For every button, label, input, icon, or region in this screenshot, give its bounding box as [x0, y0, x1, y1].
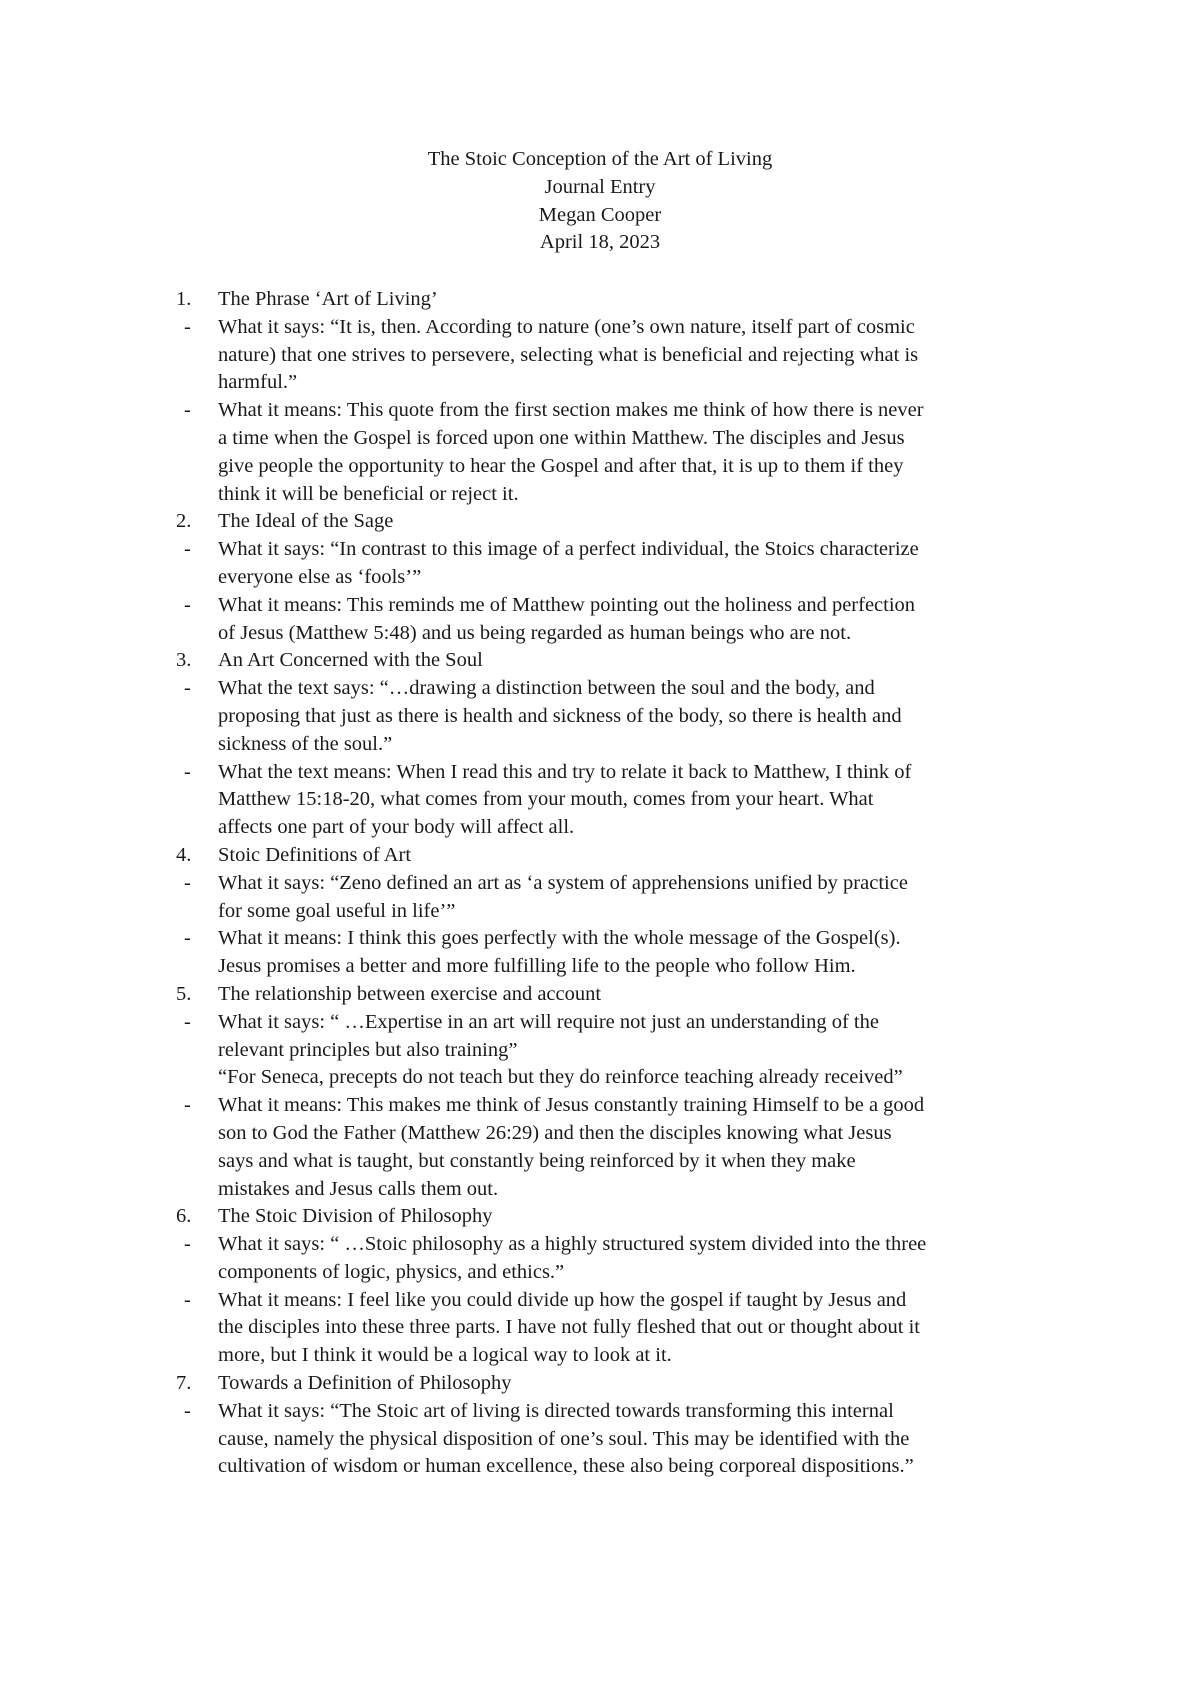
text-line: What it means: I feel like you could divide up how the gospel if taught by Jesus and — [218, 1288, 907, 1311]
text-line: What it says: “It is, then. According to nature (one’s own nature, itself part of cosmic — [218, 315, 915, 338]
text-line: What it means: This makes me think of Jesus constantly training Himself to be a good — [218, 1094, 925, 1117]
section-heading — [176, 647, 1066, 675]
text-line: What it means: This quote from the first section makes me think of how there is never — [218, 399, 924, 422]
list-number: 2. — [176, 510, 192, 533]
text-line: What it says: “ …Expertise in an art will require not just an understanding of the — [218, 1010, 879, 1033]
document-title: The Stoic Conception of the Art of Living — [427, 148, 773, 170]
text-line: son to God the Father (Matthew 26:29) and then the disciples knowing what Jesus — [218, 1121, 892, 1144]
text-line: The Ideal of the Sage — [218, 510, 394, 533]
text-line: “For Seneca, precepts do not teach but they do reinforce teaching already received” — [218, 1066, 903, 1089]
text-line: What the text means: When I read this and try to relate it back to Matthew, I think of — [218, 760, 912, 783]
text-line: nature) that one strives to persevere, selecting what is beneficial and rejecting what is — [218, 343, 919, 366]
text-line: Towards a Definition of Philosophy — [218, 1372, 512, 1395]
text-line: An Art Concerned with the Soul — [218, 649, 483, 672]
bullet-marker: - — [184, 1399, 191, 1422]
text-line: The relationship between exercise and account — [218, 982, 602, 1005]
text-line: sickness of the soul.” — [218, 732, 393, 755]
text-line: What it means: I think this goes perfectly with the whole message of the Gospel(s). — [218, 927, 901, 950]
section-heading — [176, 1203, 1066, 1231]
bullet-item — [176, 1092, 1066, 1203]
bullet-item — [176, 1287, 1066, 1370]
document-date: April 18, 2023 — [539, 231, 661, 254]
bullet-item — [176, 870, 1066, 926]
list-number: 4. — [176, 843, 192, 866]
bullet-marker: - — [184, 871, 191, 894]
bullet-marker: - — [184, 315, 191, 338]
section-heading — [176, 981, 1066, 1009]
bullet-marker: - — [184, 927, 191, 950]
bullet-item — [176, 592, 1066, 648]
bullet-item — [176, 759, 1066, 842]
text-line: cause, namely the physical disposition of one’s soul. This may be identified with the — [218, 1427, 910, 1450]
section-heading — [176, 842, 1066, 870]
text-line: of Jesus (Matthew 5:48) and us being regarded as human beings who are not. — [218, 621, 852, 644]
text-line: more, but I think it would be a logical way to look at it. — [218, 1344, 672, 1367]
bullet-item — [176, 675, 1066, 758]
bullet-marker: - — [184, 399, 191, 422]
text-line: proposing that just as there is health and sickness of the body, so there is health and — [218, 704, 902, 727]
text-line: Stoic Definitions of Art — [218, 843, 412, 866]
document-subtitle: Journal Entry — [544, 175, 656, 198]
bullet-item — [176, 536, 1066, 592]
section-heading — [176, 286, 1066, 314]
text-line: What it means: This reminds me of Matthew pointing out the holiness and perfection — [218, 593, 916, 616]
text-line: a time when the Gospel is forced upon one within Matthew. The disciples and Jesus — [218, 426, 905, 449]
bullet-item — [176, 1398, 1066, 1481]
text-line: for some goal useful in life’” — [218, 899, 456, 922]
journal-outline — [176, 286, 1066, 1481]
text-line: mistakes and Jesus calls them out. — [218, 1177, 499, 1200]
text-line: affects one part of your body will affect all. — [218, 816, 575, 839]
bullet-item — [176, 314, 1066, 397]
text-line: the disciples into these three parts. I have not fully fleshed that out or thought about it — [218, 1316, 920, 1339]
text-line: Matthew 15:18-20, what comes from your mouth, comes from your heart. What — [218, 788, 874, 811]
text-line: What it says: “Zeno defined an art as ‘a system of apprehensions unified by practice — [218, 871, 908, 894]
text-line: Jesus promises a better and more fulfilling life to the people who follow Him. — [218, 955, 856, 978]
text-line: The Stoic Division of Philosophy — [218, 1205, 493, 1228]
bullet-marker: - — [184, 1288, 191, 1311]
document-header — [0, 146, 1200, 257]
text-line: says and what is taught, but constantly being reinforced by it when they make — [218, 1149, 856, 1172]
bullet-item — [176, 925, 1066, 981]
bullet-marker: - — [184, 1010, 191, 1033]
text-line: relevant principles but also training” — [218, 1038, 518, 1061]
section-heading — [176, 508, 1066, 536]
text-line: cultivation of wisdom or human excellence, these also being corporeal dispositions.” — [218, 1455, 914, 1478]
bullet-item — [176, 397, 1066, 508]
document-author: Megan Cooper — [538, 203, 662, 226]
bullet-marker: - — [184, 677, 191, 700]
text-line: What it says: “The Stoic art of living is directed towards transforming this internal — [218, 1399, 894, 1422]
list-number: 6. — [176, 1205, 192, 1228]
text-line: components of logic, physics, and ethics.” — [218, 1260, 565, 1283]
bullet-marker: - — [184, 1233, 191, 1256]
text-line: harmful.” — [218, 371, 298, 394]
text-line: The Phrase ‘Art of Living’ — [218, 288, 438, 310]
bullet-marker: - — [184, 593, 191, 616]
text-line: everyone else as ‘fools’” — [218, 565, 422, 588]
text-line: What it says: “In contrast to this image of a perfect individual, the Stoics characterize — [218, 538, 919, 561]
text-line: What it says: “ …Stoic philosophy as a highly structured system divided into the three — [218, 1233, 927, 1256]
section-heading — [176, 1370, 1066, 1398]
list-number: 7. — [176, 1372, 192, 1395]
text-line: think it will be beneficial or reject it. — [218, 482, 519, 505]
text-line: What the text says: “…drawing a distinction between the soul and the body, and — [218, 677, 875, 700]
list-number: 5. — [176, 982, 192, 1005]
bullet-item — [176, 1231, 1066, 1287]
bullet-item — [176, 1009, 1066, 1092]
bullet-marker: - — [184, 538, 191, 561]
text-line: give people the opportunity to hear the Gospel and after that, it is up to them if they — [218, 454, 904, 477]
bullet-marker: - — [184, 760, 191, 783]
bullet-marker: - — [184, 1094, 191, 1117]
list-number: 3. — [176, 649, 192, 672]
list-number: 1. — [176, 288, 192, 310]
